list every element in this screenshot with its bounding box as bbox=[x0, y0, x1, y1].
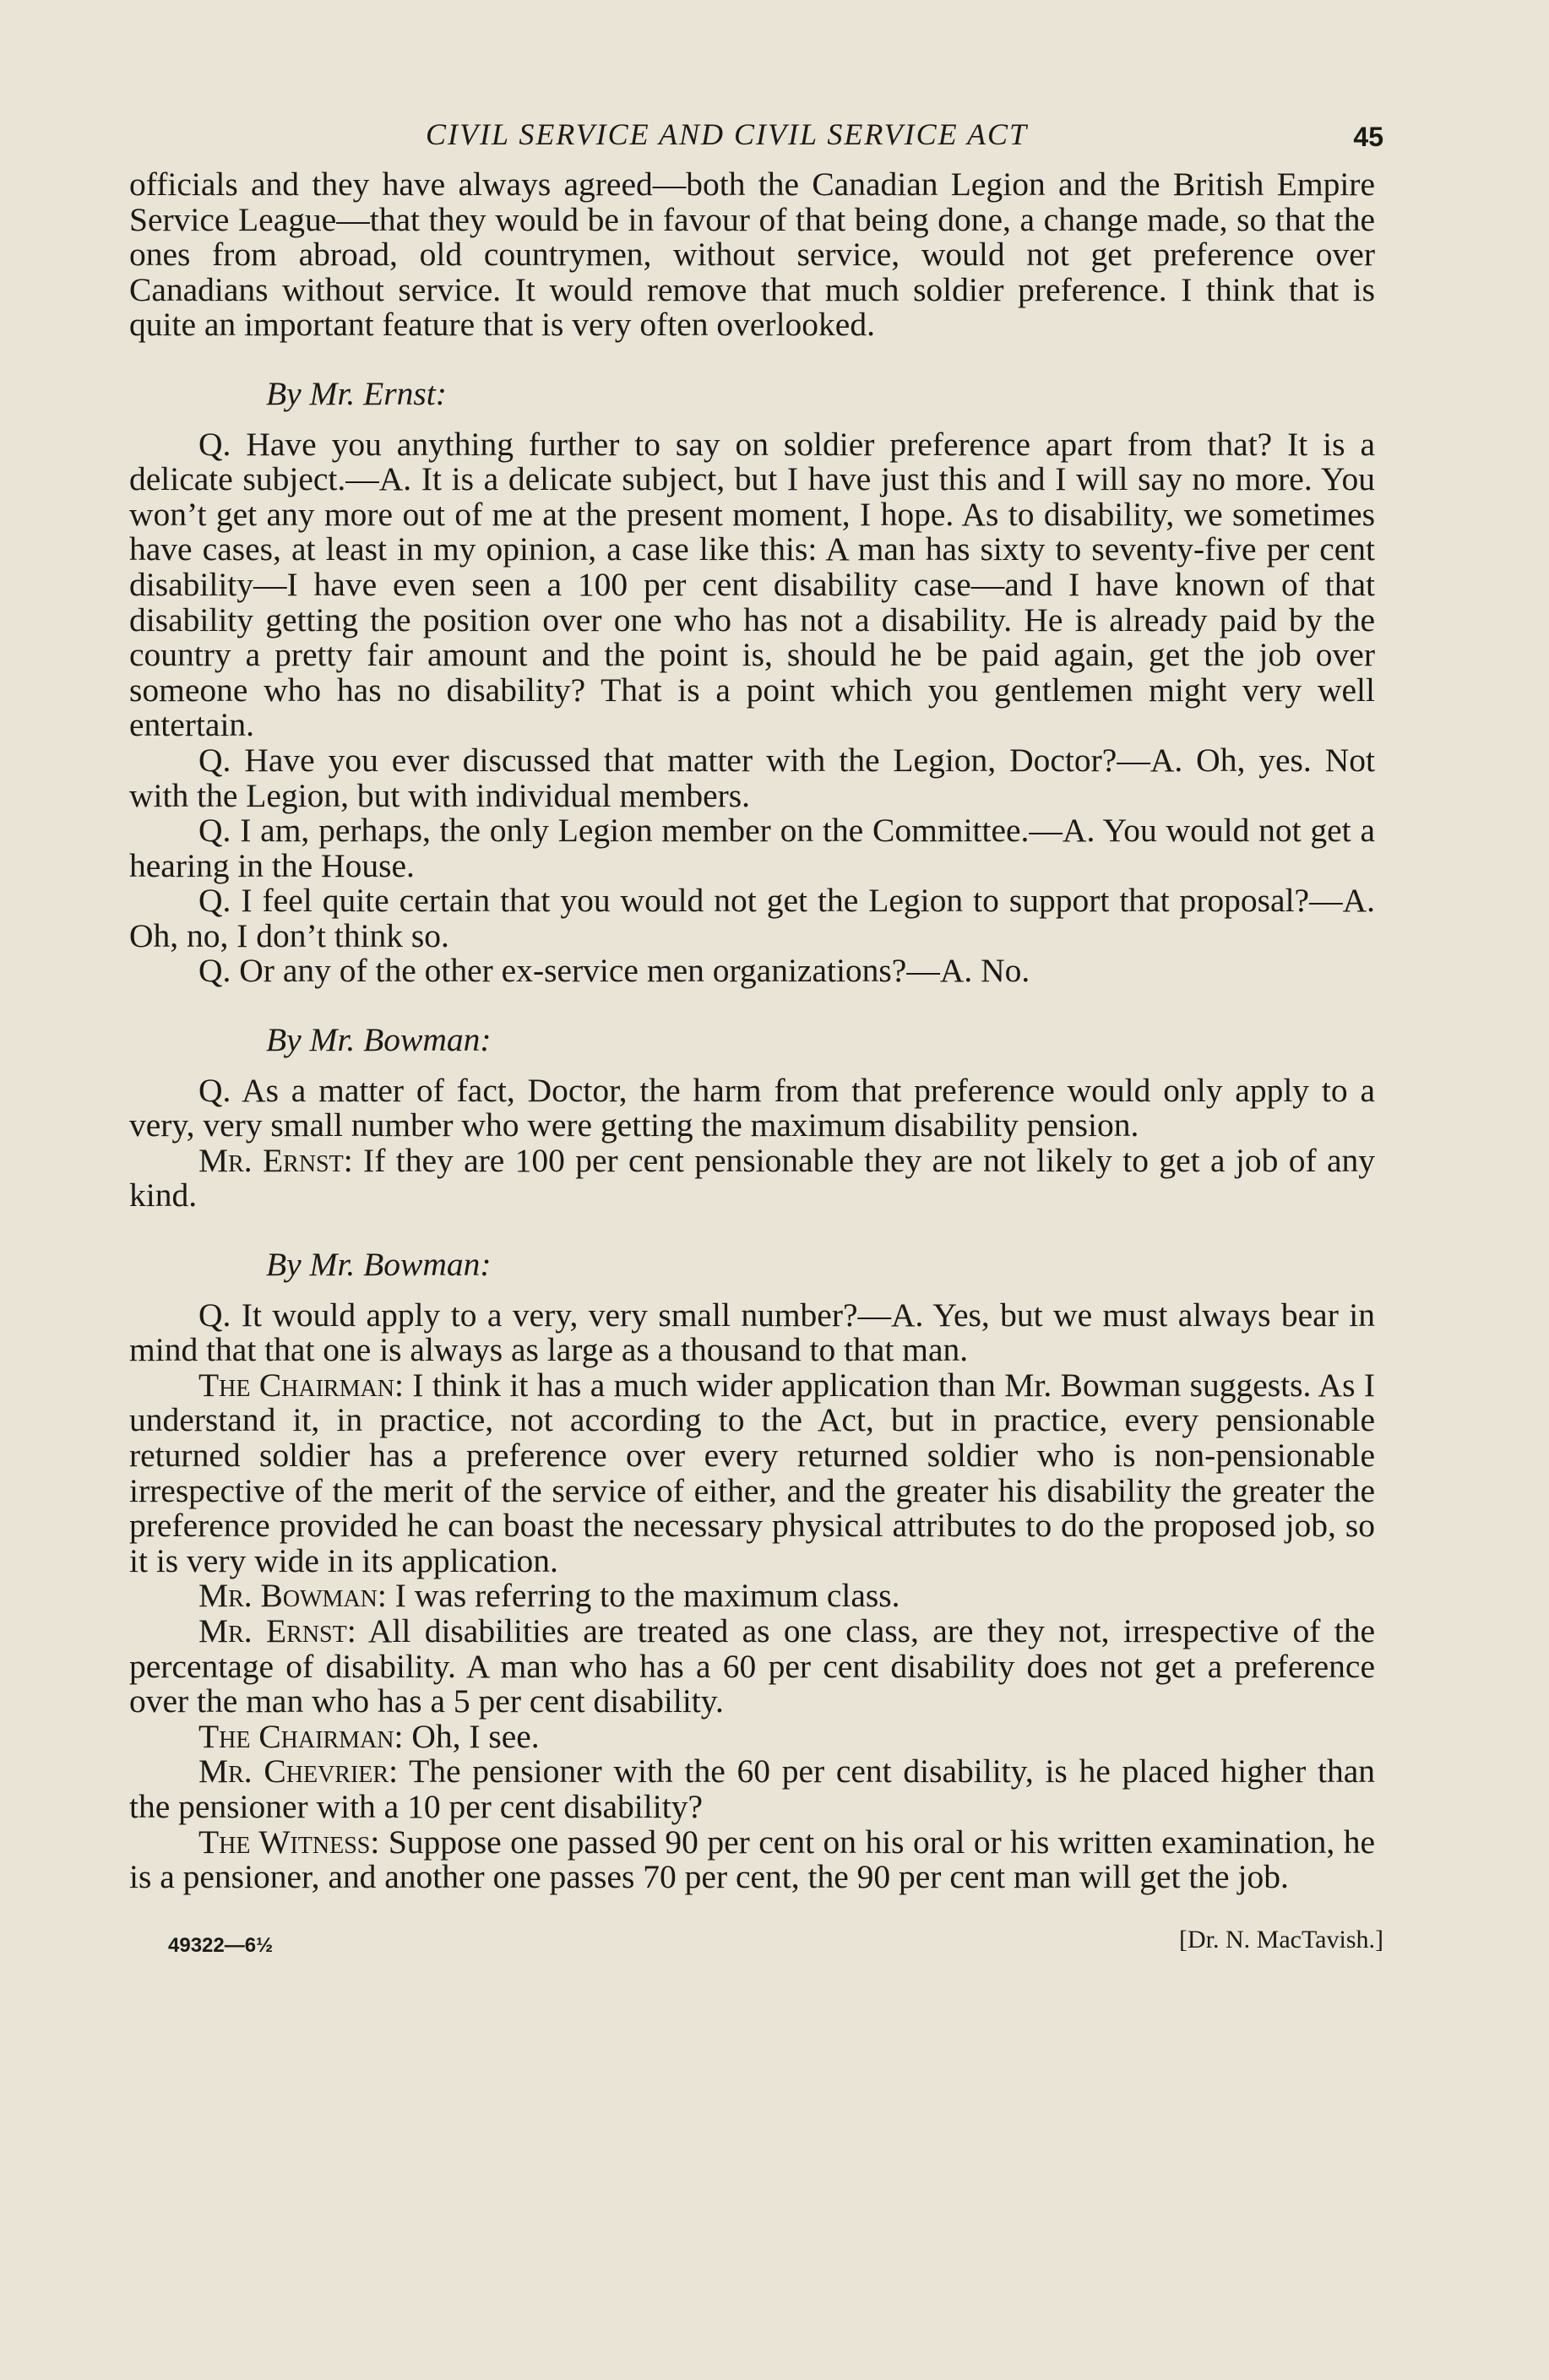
paragraph: Q. It would apply to a very, very small number?—A. Yes, but we must always bear in mind that that one is always as large as a thousand to that man. bbox=[129, 1296, 1375, 1369]
speaker-name: Mr. Ernst: bbox=[198, 1611, 356, 1649]
speaker-paragraph bbox=[129, 1754, 1375, 1824]
speaker-text: I think it has a much wider application than Mr. Bowman suggests. As I understand it, in practice, not according to the Act, but in practice, every pensionable returned soldier has a preference over every returned soldier who is non-pensionable irrespective of the merit of the service of either, and the greater his disability the greater the preference provided he can boast the necessary physical attributes to do the proposed job, so it is very wide in its application. bbox=[129, 1366, 1375, 1579]
paragraph: Q. As a matter of fact, Doctor, the harm from that preference would only apply to a very, very small number who were getting the maximum disability pension. bbox=[129, 1071, 1375, 1144]
speaker-name: The Chairman: bbox=[198, 1366, 404, 1404]
speaker-paragraph bbox=[129, 1368, 1375, 1579]
speaker-paragraph bbox=[129, 1579, 1375, 1614]
examiner-heading: By Mr. Bowman: bbox=[266, 1021, 492, 1059]
speaker-paragraph bbox=[129, 1611, 1375, 1720]
speaker-text: The pensioner with the 60 per cent disability, is he placed higher than the pensioner with a 10 per cent disability? bbox=[129, 1752, 1375, 1825]
paragraph: Q. Or any of the other ex-service men organizations?—A. No. bbox=[198, 952, 1030, 990]
examiner-heading: By Mr. Bowman: bbox=[266, 1246, 492, 1284]
paragraph: Q. Have you ever discussed that matter with the Legion, Doctor?—A. Oh, yes. Not with the Legion, but with individual members. bbox=[129, 741, 1375, 814]
paragraph: Q. Have you anything further to say on soldier preference apart from that? It is a delicate subject.—A. It is a delicate subject, but I have just this and I will say no more. You won’t get any more out of me at the present moment, I hope. As to disability, we sometimes have cases, at least in my opinion, a case like this: A man has sixty to seventy-five per cent disability—I have even seen a 100 per cent disability case—and I have known of that disability getting the position over one who has not a disability. He is already paid by the country a pretty fair amount and the point is, should he be paid again, get the job over someone who has no disability? That is a point which you gentlemen might very well entertain. bbox=[129, 425, 1375, 744]
speaker-paragraph bbox=[129, 1141, 1375, 1214]
speaker-name: Mr. Ernst: bbox=[198, 1141, 353, 1179]
speaker-paragraph bbox=[129, 1717, 1375, 1755]
witness-attribution: [Dr. N. MacTavish.] bbox=[1178, 1925, 1383, 1953]
page-number: 45 bbox=[1353, 122, 1383, 152]
speaker-paragraph bbox=[129, 1825, 1375, 1895]
speaker-text: If they are 100 per cent pensionable they are not likely to get a job of any kind. bbox=[129, 1141, 1375, 1214]
speaker-text: Oh, I see. bbox=[403, 1717, 540, 1755]
print-code: 49322—6½ bbox=[168, 1933, 274, 1957]
body-text bbox=[129, 167, 1375, 1895]
speaker-name: Mr. Bowman: bbox=[198, 1577, 387, 1615]
page-footer bbox=[129, 1925, 1383, 1976]
paragraph: Q. I am, perhaps, the only Legion member on the Committee.—A. You would not get a hearing in the House. bbox=[129, 812, 1375, 884]
paragraph: Q. I feel quite certain that you would not get the Legion to support that proposal?—A. Oh, no, I don’t think so. bbox=[129, 882, 1375, 954]
speaker-text: I was referring to the maximum class. bbox=[386, 1577, 900, 1615]
examiner-heading: By Mr. Ernst: bbox=[266, 374, 447, 412]
running-title: CIVIL SERVICE AND CIVIL SERVICE ACT bbox=[425, 117, 1029, 151]
speaker-text: All disabilities are treated as one class, are they not, irrespective of the percentage of disability. A man who has a 60 per cent disability does not get a preference over the man who has a 5 per cent disability. bbox=[129, 1611, 1375, 1720]
paragraph-continuation: officials and they have always agreed—both the Canadian Legion and the British Empire Service League—that they would be in favour of that being done, a change made, so that the ones from abroad, old countrymen, without service, would not get preference over Canadians without service. It would remove that much soldier preference. I think that is quite an important feature that is very often overlooked. bbox=[129, 166, 1375, 344]
speaker-name: The Witness: bbox=[198, 1823, 380, 1861]
speaker-text: Suppose one passed 90 per cent on his oral or his written examination, he is a pensioner, and another one passes 70 per cent, the 90 per cent man will get the job. bbox=[129, 1823, 1375, 1896]
speaker-name: The Chairman: bbox=[198, 1717, 404, 1755]
running-head bbox=[129, 117, 1383, 167]
speaker-name: Mr. Chevrier: bbox=[198, 1752, 399, 1790]
